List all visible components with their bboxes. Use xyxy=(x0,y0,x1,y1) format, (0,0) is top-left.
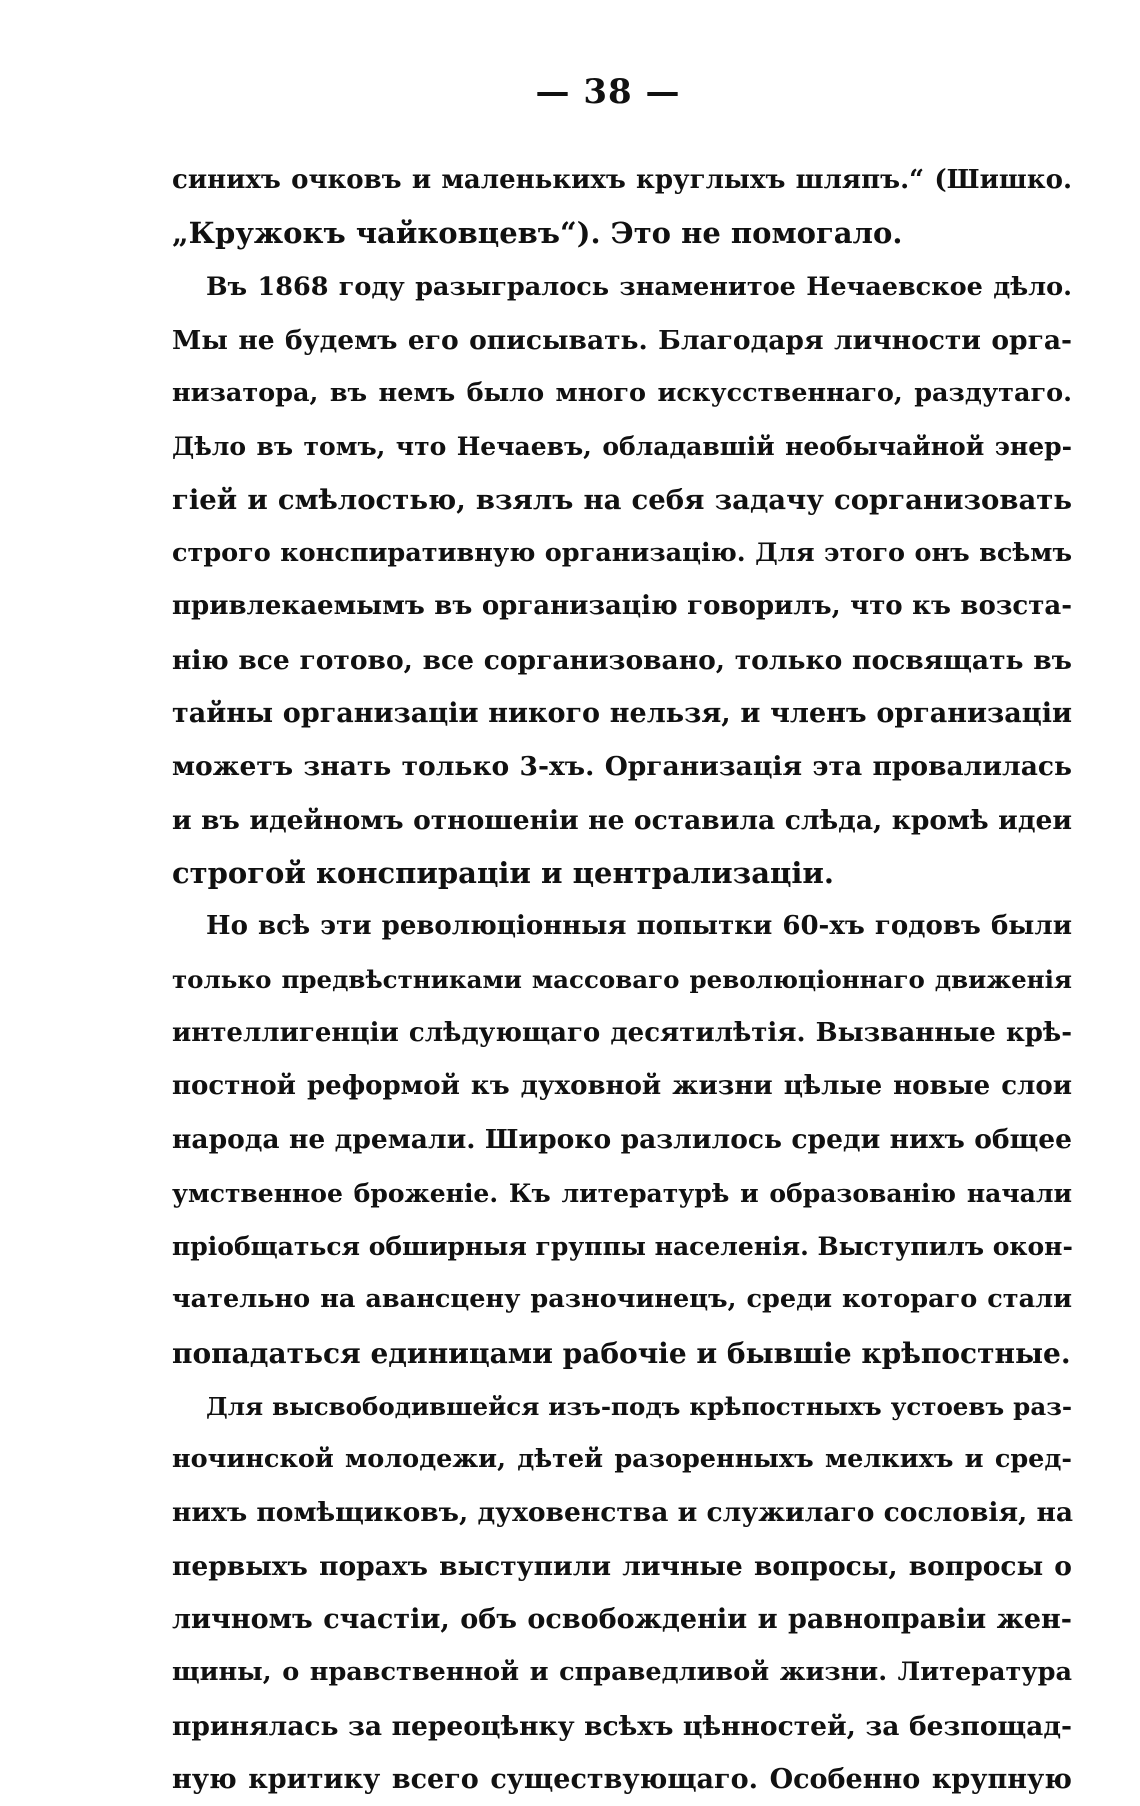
text-line: тайны организаціи никого нельзя, и членъ организаціи xyxy=(172,697,1072,729)
text-line: гіей и смѣлостью, взялъ на себя задачу сорганизовать xyxy=(172,483,1072,516)
text-line: Дѣло въ томъ, что Нечаевъ, обладавшій необычайной энер- xyxy=(172,432,1072,462)
text-line: пріобщаться обширныя группы населенія. Выступилъ окон- xyxy=(172,1231,1073,1261)
text-line: чательно на авансцену разночинецъ, среди котораго стали xyxy=(172,1284,1072,1315)
text-line: первыхъ порахъ выступили личные вопросы, вопросы о xyxy=(172,1550,1072,1582)
body-text xyxy=(172,154,1072,1806)
text-line: „Кружокъ чайковцевъ“). Это не помогало. xyxy=(172,216,903,251)
text-line: Но всѣ эти революціонныя попытки 60-хъ годовъ были xyxy=(206,911,1072,942)
text-line: ную критику всего существующаго. Особенно крупную xyxy=(172,1763,1072,1795)
page-number: — 38 — xyxy=(535,72,681,112)
text-line: постной реформой къ духовной жизни цѣлые новые слои xyxy=(172,1071,1072,1102)
text-line: принялась за переоцѣнку всѣхъ цѣнностей, за безпощад- xyxy=(172,1710,1072,1742)
text-line: народа не дремали. Широко разлилось среди нихъ общее xyxy=(172,1124,1072,1156)
text-line: нію все готово, все сорганизовано, только посвящать въ xyxy=(172,644,1072,676)
text-line: Для высвободившейся изъ-подъ крѣпостныхъ устоевъ раз- xyxy=(206,1391,1072,1421)
text-line: умственное броженіе. Къ литературѣ и образованію начали xyxy=(172,1178,1072,1208)
text-line: низатора, въ немъ было много искусственнаго, раздутаго. xyxy=(172,378,1072,409)
text-line: и въ идейномъ отношеніи не оставила слѣда, кромѣ идеи xyxy=(172,804,1072,836)
text-line: синихъ очковъ и маленькихъ круглыхъ шляпъ.“ (Шишко. xyxy=(172,165,1072,195)
text-line: строго конспиративную организацію. Для этого онъ всѣмъ xyxy=(172,538,1072,569)
text-line: щины, о нравственной и справедливой жизни. Литература xyxy=(172,1657,1072,1688)
text-line: попадаться единицами рабочіе и бывшіе крѣпостные. xyxy=(172,1336,1071,1370)
text-line: ночинской молодежи, дѣтей разоренныхъ мелкихъ и сред- xyxy=(172,1444,1072,1475)
text-line: строгой конспираціи и централизаціи. xyxy=(172,855,835,890)
text-line: нихъ помѣщиковъ, духовенства и служилаго сословія, на xyxy=(172,1497,1074,1529)
text-line: личномъ счастіи, объ освобожденіи и равноправіи жен- xyxy=(172,1604,1072,1636)
text-line: можетъ знать только 3-хъ. Организація эта провалилась xyxy=(172,751,1072,783)
text-line: Въ 1868 году разыгралось знаменитое Нечаевское дѣло. xyxy=(206,271,1072,302)
text-line: привлекаемымъ въ организацію говорилъ, что къ возста- xyxy=(172,591,1072,622)
text-line: интеллигенціи слѣдующаго десятилѣтія. Вызванные крѣ- xyxy=(172,1017,1072,1048)
text-line: только предвѣстниками массоваго революціоннаго движенія xyxy=(172,965,1072,995)
text-line: Мы не будемъ его описывать. Благодаря личности орга- xyxy=(172,324,1072,356)
